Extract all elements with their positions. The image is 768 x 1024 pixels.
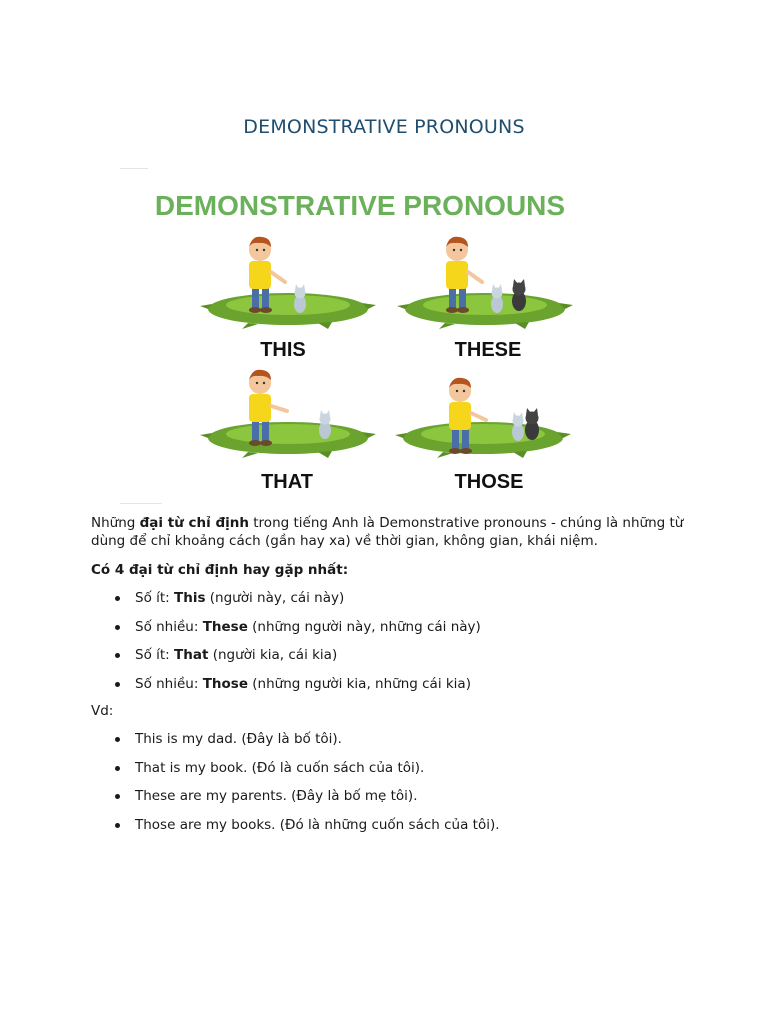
list-item: Số nhiều: Those (những người kia, những cái kia) <box>91 675 481 704</box>
panel-label-that: THAT <box>261 471 313 493</box>
example-list <box>91 730 500 844</box>
grey-cat-icon <box>319 410 331 439</box>
list-item: Số nhiều: These (những người này, những cái này) <box>91 618 481 647</box>
grey-cat-icon <box>294 284 306 313</box>
demonstrative-pronouns-illustration <box>120 168 600 504</box>
grey-cat-icon <box>512 412 524 441</box>
list-item: Số ít: That (người kia, cái kia) <box>91 646 481 675</box>
list-item: This is my dad. (Đây là bố tôi). <box>91 730 500 759</box>
pronoun-list <box>91 589 481 703</box>
illustration-heading: DEMONSTRATIVE PRONOUNS <box>154 190 566 221</box>
list-item: That is my book. (Đó là cuốn sách của tôi). <box>91 759 500 788</box>
page-title: DEMONSTRATIVE PRONOUNS <box>243 116 525 138</box>
panel-label-those: THOSE <box>454 471 524 493</box>
list-item: Số ít: This (người này, cái này) <box>91 589 481 618</box>
panel-this <box>200 237 376 361</box>
list-item: These are my parents. (Đây là bố mẹ tôi). <box>91 787 500 816</box>
intro-paragraph: Những đại từ chỉ định trong tiếng Anh là Demonstrative pronouns - chúng là những từ dùng để chỉ khoảng cách (gần hay xa) về thời gian, không gian, khái niệm. <box>91 515 684 549</box>
examples-label: Vd: <box>91 703 114 719</box>
panel-that <box>200 370 376 493</box>
intro-bold-term: đại từ chỉ định <box>139 515 249 531</box>
black-cat-icon <box>525 408 539 440</box>
panel-those <box>395 378 571 493</box>
panel-label-this: THIS <box>260 339 306 361</box>
grey-cat-icon <box>491 284 503 313</box>
panel-label-these: THESE <box>454 339 522 361</box>
black-cat-icon <box>512 279 526 311</box>
panel-these <box>397 237 573 361</box>
lead-sentence: Có 4 đại từ chỉ định hay gặp nhất: <box>91 562 349 578</box>
list-item: Those are my books. (Đó là những cuốn sách của tôi). <box>91 816 500 845</box>
